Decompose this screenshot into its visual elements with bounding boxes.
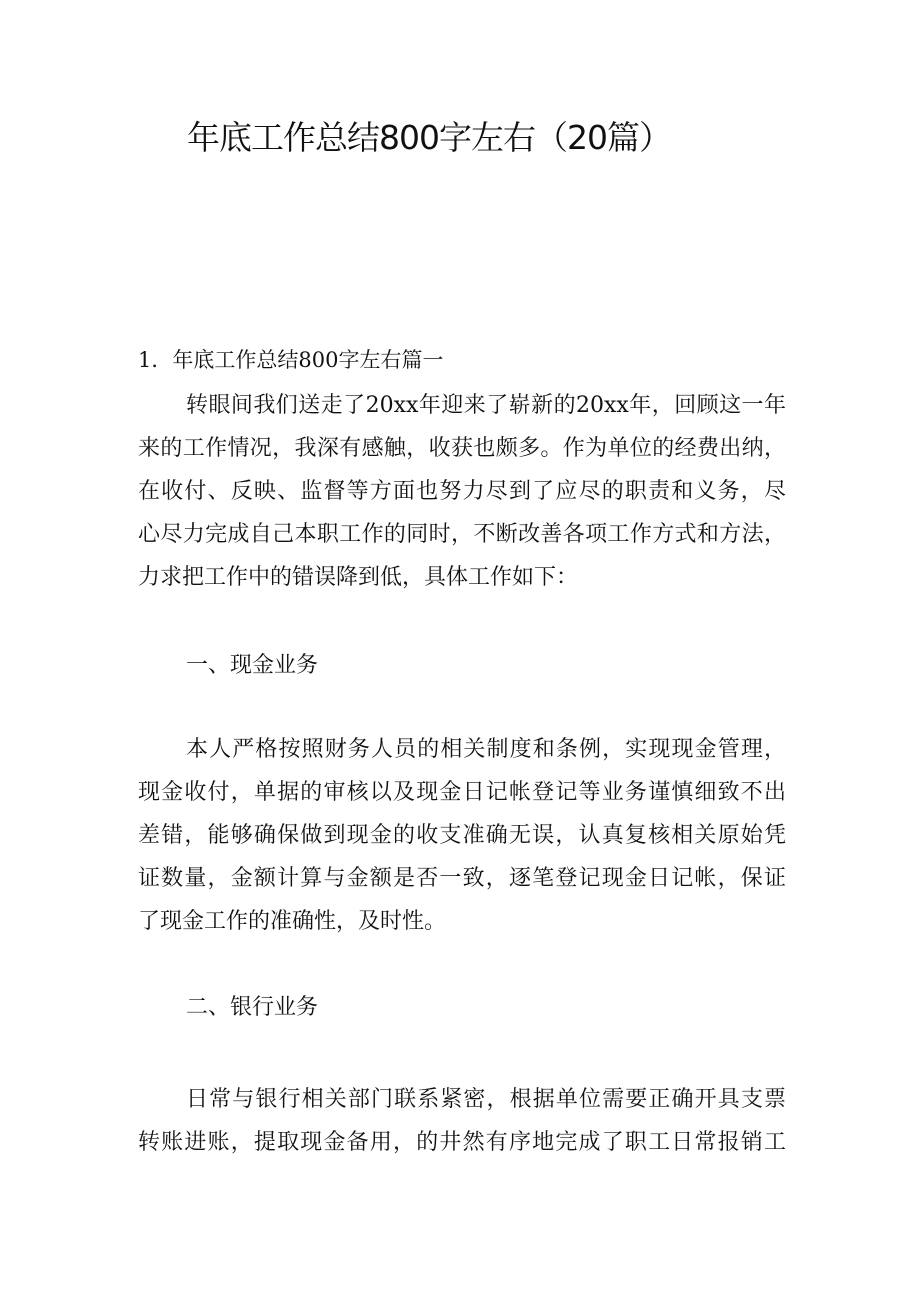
paragraph-line: 来的工作情况，我深有感触，收获也颇多。作为单位的经费出纳， [138,436,786,461]
paragraph-line: 日常与银行相关部门联系紧密，根据单位需要正确开具支票 [186,1087,786,1112]
paragraph-line: 心尽力完成自己本职工作的同时，不断改善各项工作方式和方法， [138,522,786,547]
section-heading: 1．年底工作总结800字左右篇一 [138,348,444,372]
document-title: 年底工作总结800字左右（20篇） [187,118,671,157]
paragraph-line: 转眼间我们送走了20xx年迎来了崭新的20xx年，回顾这一年 [186,393,786,418]
paragraph-line: 本人严格按照财务人员的相关制度和条例，实现现金管理， [186,737,786,762]
paragraph-line: 现金收付，单据的审核以及现金日记帐登记等业务谨慎细致不出 [138,780,786,805]
paragraph-cash [138,728,786,943]
paragraph-line: 转账进账，提取现金备用，的井然有序地完成了职工日常报销工 [138,1130,786,1155]
paragraph-line: 证数量，金额计算与金额是否一致，逐笔登记现金日记帐，保证 [138,866,786,891]
subheading-bank: 二、银行业务 [186,995,319,1020]
subheading-cash: 一、现金业务 [186,653,319,678]
paragraph-line: 了现金工作的准确性，及时性。 [138,909,447,934]
paragraph-bank [138,1078,786,1164]
paragraph-line: 力求把工作中的错误降到低，具体工作如下： [138,565,579,590]
paragraph-line: 在收付、反映、监督等方面也努力尽到了应尽的职责和义务，尽 [138,479,786,504]
paragraph-line: 差错，能够确保做到现金的收支准确无误，认真复核相关原始凭 [138,823,786,848]
paragraph-intro [138,384,786,599]
